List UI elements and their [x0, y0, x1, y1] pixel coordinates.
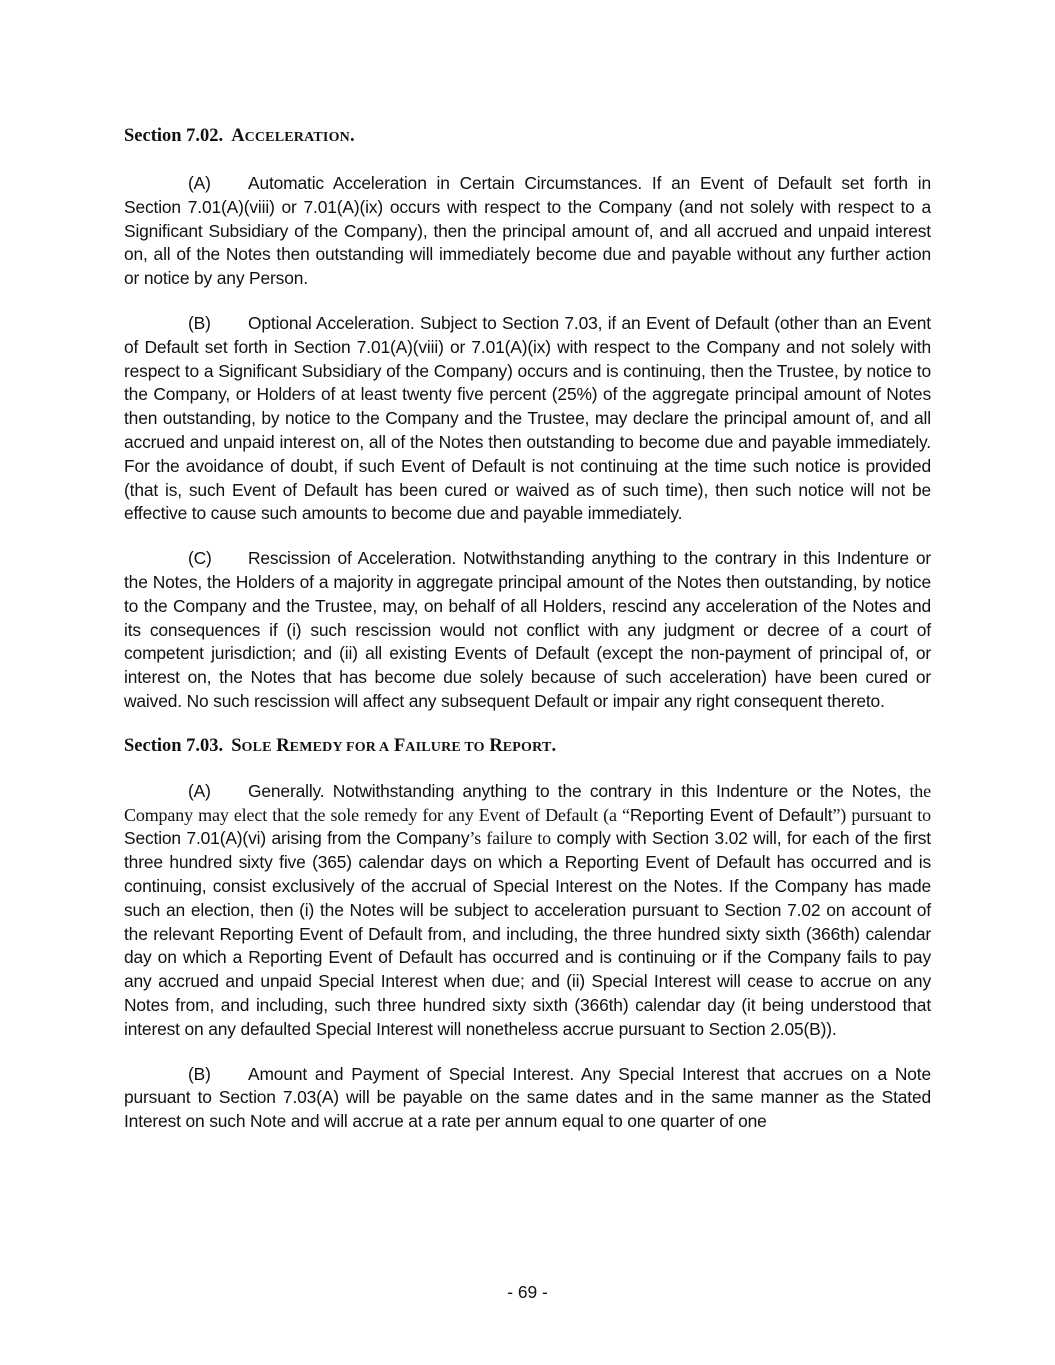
paragraph-text: Automatic Acceleration in Certain Circumstances. If an Event of Default set forth in Section 7.01(A)(viii) or 7.01(A)(ix) occurs with respect to the Company (and not solely with respect to a Significant Subsidiary of the Company), then the principal amount of, and all accrued and unpaid interest on, all of the Notes then outstanding will immediately become due and payable without any further action or notice by any Person.: [124, 173, 931, 289]
paragraph-7-02-c: [124, 547, 931, 714]
paragraph-text: Amount and Payment of Special Interest. Any Special Interest that accrues on a Note pursuant to Section 7.03(A) will be payable on the same dates and in the same manner as the Stated Interest on such Note and will accrue at a rate per annum equal to one quarter of one: [124, 1063, 931, 1132]
page-number: - 69 -: [507, 1282, 548, 1302]
section-7-03-heading: Section 7.03. SOLE REMEDY FOR A FAILURE TO REPORT.: [124, 735, 557, 756]
paragraph-7-02-b: [124, 312, 931, 526]
paragraph-label: (A): [188, 780, 211, 801]
paragraph-label: (C): [188, 548, 212, 569]
paragraph-label: (A): [188, 173, 211, 193]
paragraph-label: (B): [188, 1063, 211, 1084]
paragraph-text: Rescission of Acceleration. Notwithstanding anything to the contrary in this Indenture or the Notes, the Holders of a majority in aggregate principal amount of the Notes then outstanding, by notice to the Company and the Trustee, may, on behalf of all Holders, rescind any acceleration of the Notes and its consequences if (i) such rescission would not conflict with any judgment or decree of a court of competent jurisdiction; and (ii) all existing Events of Default (except the non-payment of principal of, or interest on, the Notes that has become due solely because of such acceleration) have been cured or waived. No such rescission will affect any subsequent Default or impair any right consequent thereto.: [124, 548, 931, 711]
document-page: [124, 124, 931, 1134]
paragraph-7-03-b: [124, 1063, 931, 1134]
section-number: Section 7.03.: [124, 735, 224, 756]
section-7-02-heading: Section 7.02. ACCELERATION.: [124, 126, 355, 146]
paragraph-text: Optional Acceleration. Subject to Section 7.03, if an Event of Default (other than an Event of Default set forth in Section 7.01(A)(viii) or 7.01(A)(ix) with respect to the Company and not solely with respect to a Significant Subsidiary of the Company) occurs and is continuing, then the Trustee, by notice to the Company, or Holders of at least twenty five percent (25%) of the aggregate principal amount of Notes then outstanding, by notice to the Company and the Trustee, may declare the principal amount of, and all accrued and unpaid interest on, all of the Notes then outstanding to become due and payable immediately. For the avoidance of doubt, if such Event of Default is not continuing at the time such notice is provided (that is, such Event of Default has been cured or waived as of such time), then such notice will not be effective to cause such amounts to become due and payable immediately.: [124, 312, 931, 524]
paragraph-7-03-a: (A) Generally. Notwithstanding anything to the contrary in this Indenture or the Notes, the Company may elect that the sole remedy for any Event of Default (a “Reporting Event of Default”) pursuant to Section 7.01(A)(vi) arising from the Company’s failure to comply with Section 3.02 will, for each of the first three hundred sixty five (365) calendar days on which a Reporting Event of Default has occurred and is continuing, consist exclusively of the accrual of Special Interest on the Notes. If the Company has made such an election, then (i) the Notes will be subject to acceleration pursuant to Section 7.02 on account of the relevant Reporting Event of Default from, and including, the three hundred sixty sixth (366th) calendar day on which a Reporting Event of Default has occurred and is continuing or if the Company fails to pay any accrued and unpaid Special Interest when due; and (ii) Special Interest will cease to accrue on any Notes from, and including, such three hundred sixty sixth (366th) calendar day (it being understood that interest on any defaulted Special Interest will nonetheless accrue pursuant to Section 2.05(B)).: [124, 780, 931, 1039]
section-number: Section 7.02.: [124, 126, 224, 146]
paragraph-7-02-a: [124, 172, 931, 291]
paragraph-label: (B): [188, 312, 211, 333]
